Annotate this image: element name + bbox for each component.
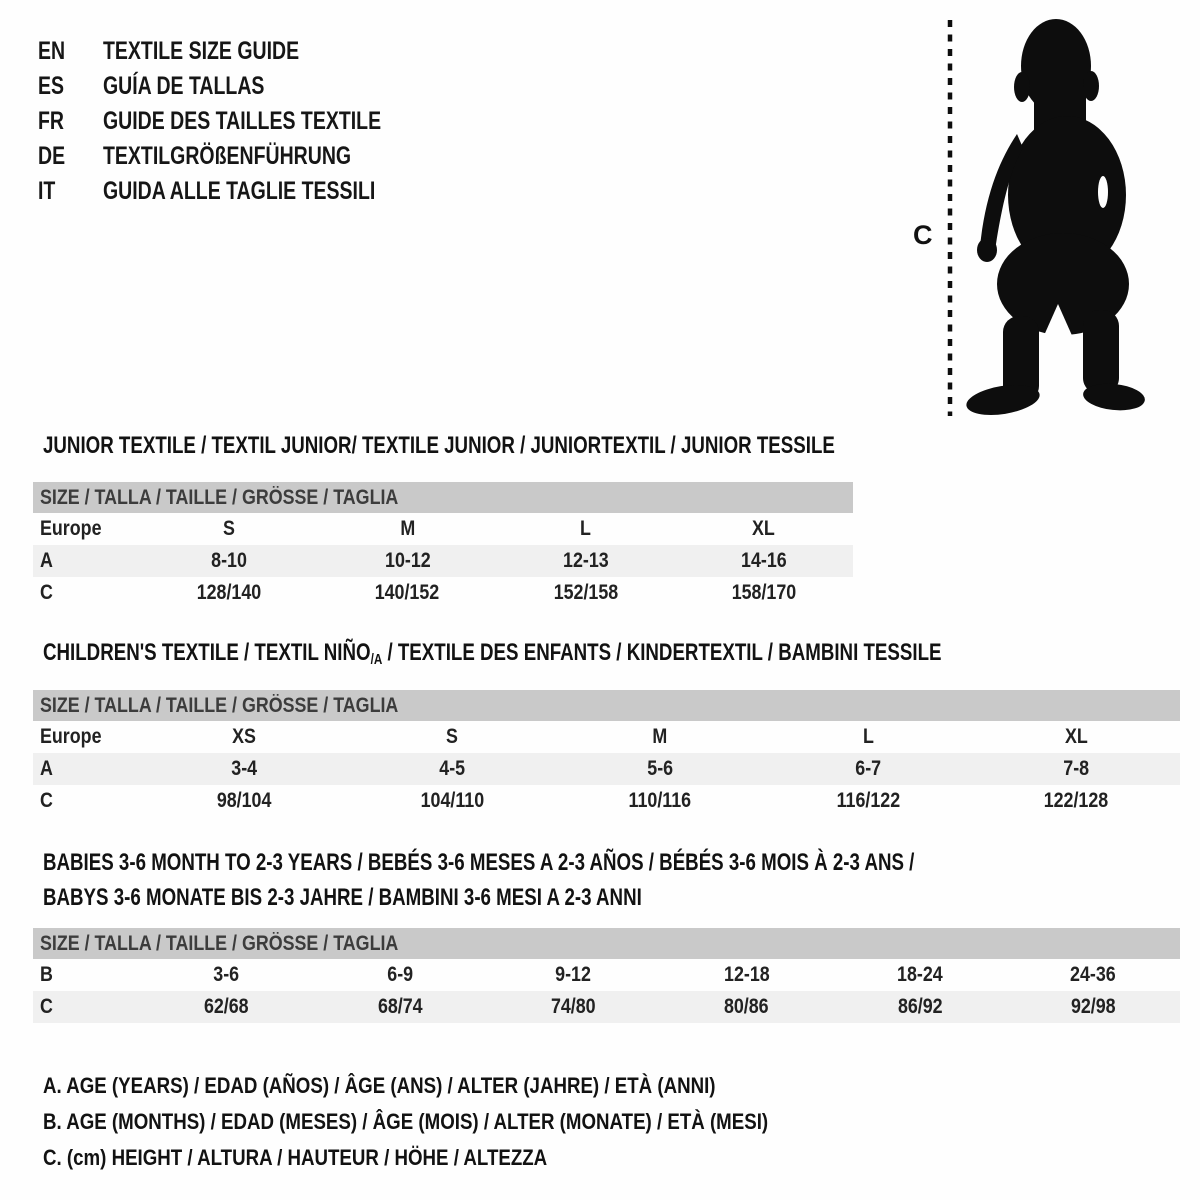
table-row-a [33,545,853,577]
size-column-header: XL [1064,725,1088,748]
row-label: C [40,581,53,604]
value-cell: 6-7 [855,757,881,780]
guide-title-en: TEXTILE SIZE GUIDE [103,37,300,65]
size-header-label: SIZE / TALLA / TAILLE / GRÖSSE / TAGLIA [40,932,399,955]
measure-label-c: C [913,220,933,250]
size-column-header: L [862,725,874,748]
value-cell: 86/92 [897,995,943,1018]
lang-code: EN [38,37,66,65]
lang-code: IT [38,177,56,205]
legend-line-a: A. AGE (YEARS) / EDAD (AÑOS) / ÂGE (ANS) / ALTER (JAHRE) / ETÀ (ANNI) [43,1073,716,1098]
size-column-header: S [223,517,236,540]
size-header-bar [33,690,1180,721]
size-column-header: M [652,725,668,748]
children-section-title [43,635,1195,677]
value-cell: 4-5 [439,757,465,780]
guide-title-de: TEXTILGRÖßENFÜHRUNG [103,142,352,170]
size-column-header: M [399,517,415,540]
table-row-c [33,785,1180,817]
children-size-table [33,690,1180,817]
lang-code: DE [38,142,66,170]
size-header-bar [33,928,1180,959]
value-cell: 18-24 [897,963,943,986]
guide-title-it: GUIDA ALLE TAGLIE TESSILI [103,177,376,205]
table-row-europe [33,721,1180,753]
toddler-body-shape [964,19,1146,420]
value-cell: 6-9 [387,963,413,986]
size-column-header: S [446,725,458,748]
size-header-label: SIZE / TALLA / TAILLE / GRÖSSE / TAGLIA [40,486,399,509]
size-column-header: L [580,517,592,540]
value-cell: 9-12 [555,963,592,986]
table-row-europe [33,513,853,545]
value-cell: 92/98 [1070,995,1116,1018]
junior-size-table [33,482,853,609]
junior-section-title-text: JUNIOR TEXTILE / TEXTIL JUNIOR/ TEXTILE JUNIOR / JUNIORTEXTIL / JUNIOR TESSILE [43,432,835,459]
table-row-c [33,991,1180,1023]
size-column-header: XL [752,517,776,540]
region-label: Europe [40,725,102,748]
value-cell: 7-8 [1063,757,1089,780]
value-cell: 8-10 [211,549,247,572]
size-column-header: XS [232,725,256,748]
region-label: Europe [40,517,102,540]
legend-line-c: C. (cm) HEIGHT / ALTURA / HAUTEUR / HÖHE / ALTEZZA [43,1145,548,1170]
value-cell: 74/80 [550,995,596,1018]
children-section-title-text: CHILDREN'S TEXTILE / TEXTIL $NIÑO_{/A}$ / TEXTILE DES ENFANTS / KINDERTEXTIL / BAMBINI TESSILE [43,639,942,668]
value-cell: 104/110 [420,789,484,812]
row-label: A [40,757,53,780]
table-row-c [33,577,853,609]
value-cell: 158/170 [731,581,797,604]
value-cell: 110/116 [628,789,692,812]
junior-section-title [43,428,1058,463]
legend-line-b: B. AGE (MONTHS) / EDAD (MESES) / ÂGE (MOIS) / ALTER (MONATE) / ETÀ (MESI) [43,1109,769,1134]
legend [43,1068,896,1176]
value-cell: 12-13 [562,549,609,572]
row-label: B [40,963,53,986]
value-cell: 3-4 [231,757,257,780]
value-cell: 140/152 [375,581,440,604]
toddler-silhouette-icon [905,10,1165,422]
value-cell: 68/74 [377,995,423,1018]
lang-code: ES [38,72,65,100]
hand-gap [1098,176,1108,208]
value-cell: 5-6 [647,757,673,780]
value-cell: 98/104 [216,789,272,812]
row-label: C [40,789,53,812]
table-row-a [33,753,1180,785]
babies-title-line1: BABIES 3-6 MONTH TO 2-3 YEARS / BEBÉS 3-6 MESES A 2-3 AÑOS / BÉBÉS 3-6 MOIS À 2-3 ANS / [43,849,915,876]
babies-section-title [43,845,1160,915]
value-cell: 24-36 [1070,963,1117,986]
value-cell: 128/140 [196,581,262,604]
row-label: C [40,995,53,1018]
size-header-bar [33,482,853,513]
value-cell: 152/158 [553,581,618,604]
babies-size-table [33,928,1180,1023]
value-cell: 116/122 [836,789,900,812]
nino-a-subscript: /A [370,651,383,668]
value-cell: 62/68 [204,995,249,1018]
height-measure-figure [905,10,1165,422]
guide-title-es: GUÍA DE TALLAS [103,72,265,100]
table-row-b [33,959,1180,991]
row-label: A [40,549,53,572]
value-cell: 80/86 [724,995,769,1018]
size-header-label: SIZE / TALLA / TAILLE / GRÖSSE / TAGLIA [40,694,399,717]
value-cell: 122/128 [1043,789,1109,812]
value-cell: 12-18 [723,963,770,986]
value-cell: 14-16 [741,549,787,572]
value-cell: 3-6 [213,963,240,986]
babies-title-line2: BABYS 3-6 MONATE BIS 2-3 JAHRE / BAMBINI 3-6 MESI A 2-3 ANNI [43,884,642,911]
value-cell: 10-12 [384,549,431,572]
guide-title-fr: GUIDE DES TAILLES TEXTILE [103,107,382,135]
lang-code: FR [38,107,64,135]
